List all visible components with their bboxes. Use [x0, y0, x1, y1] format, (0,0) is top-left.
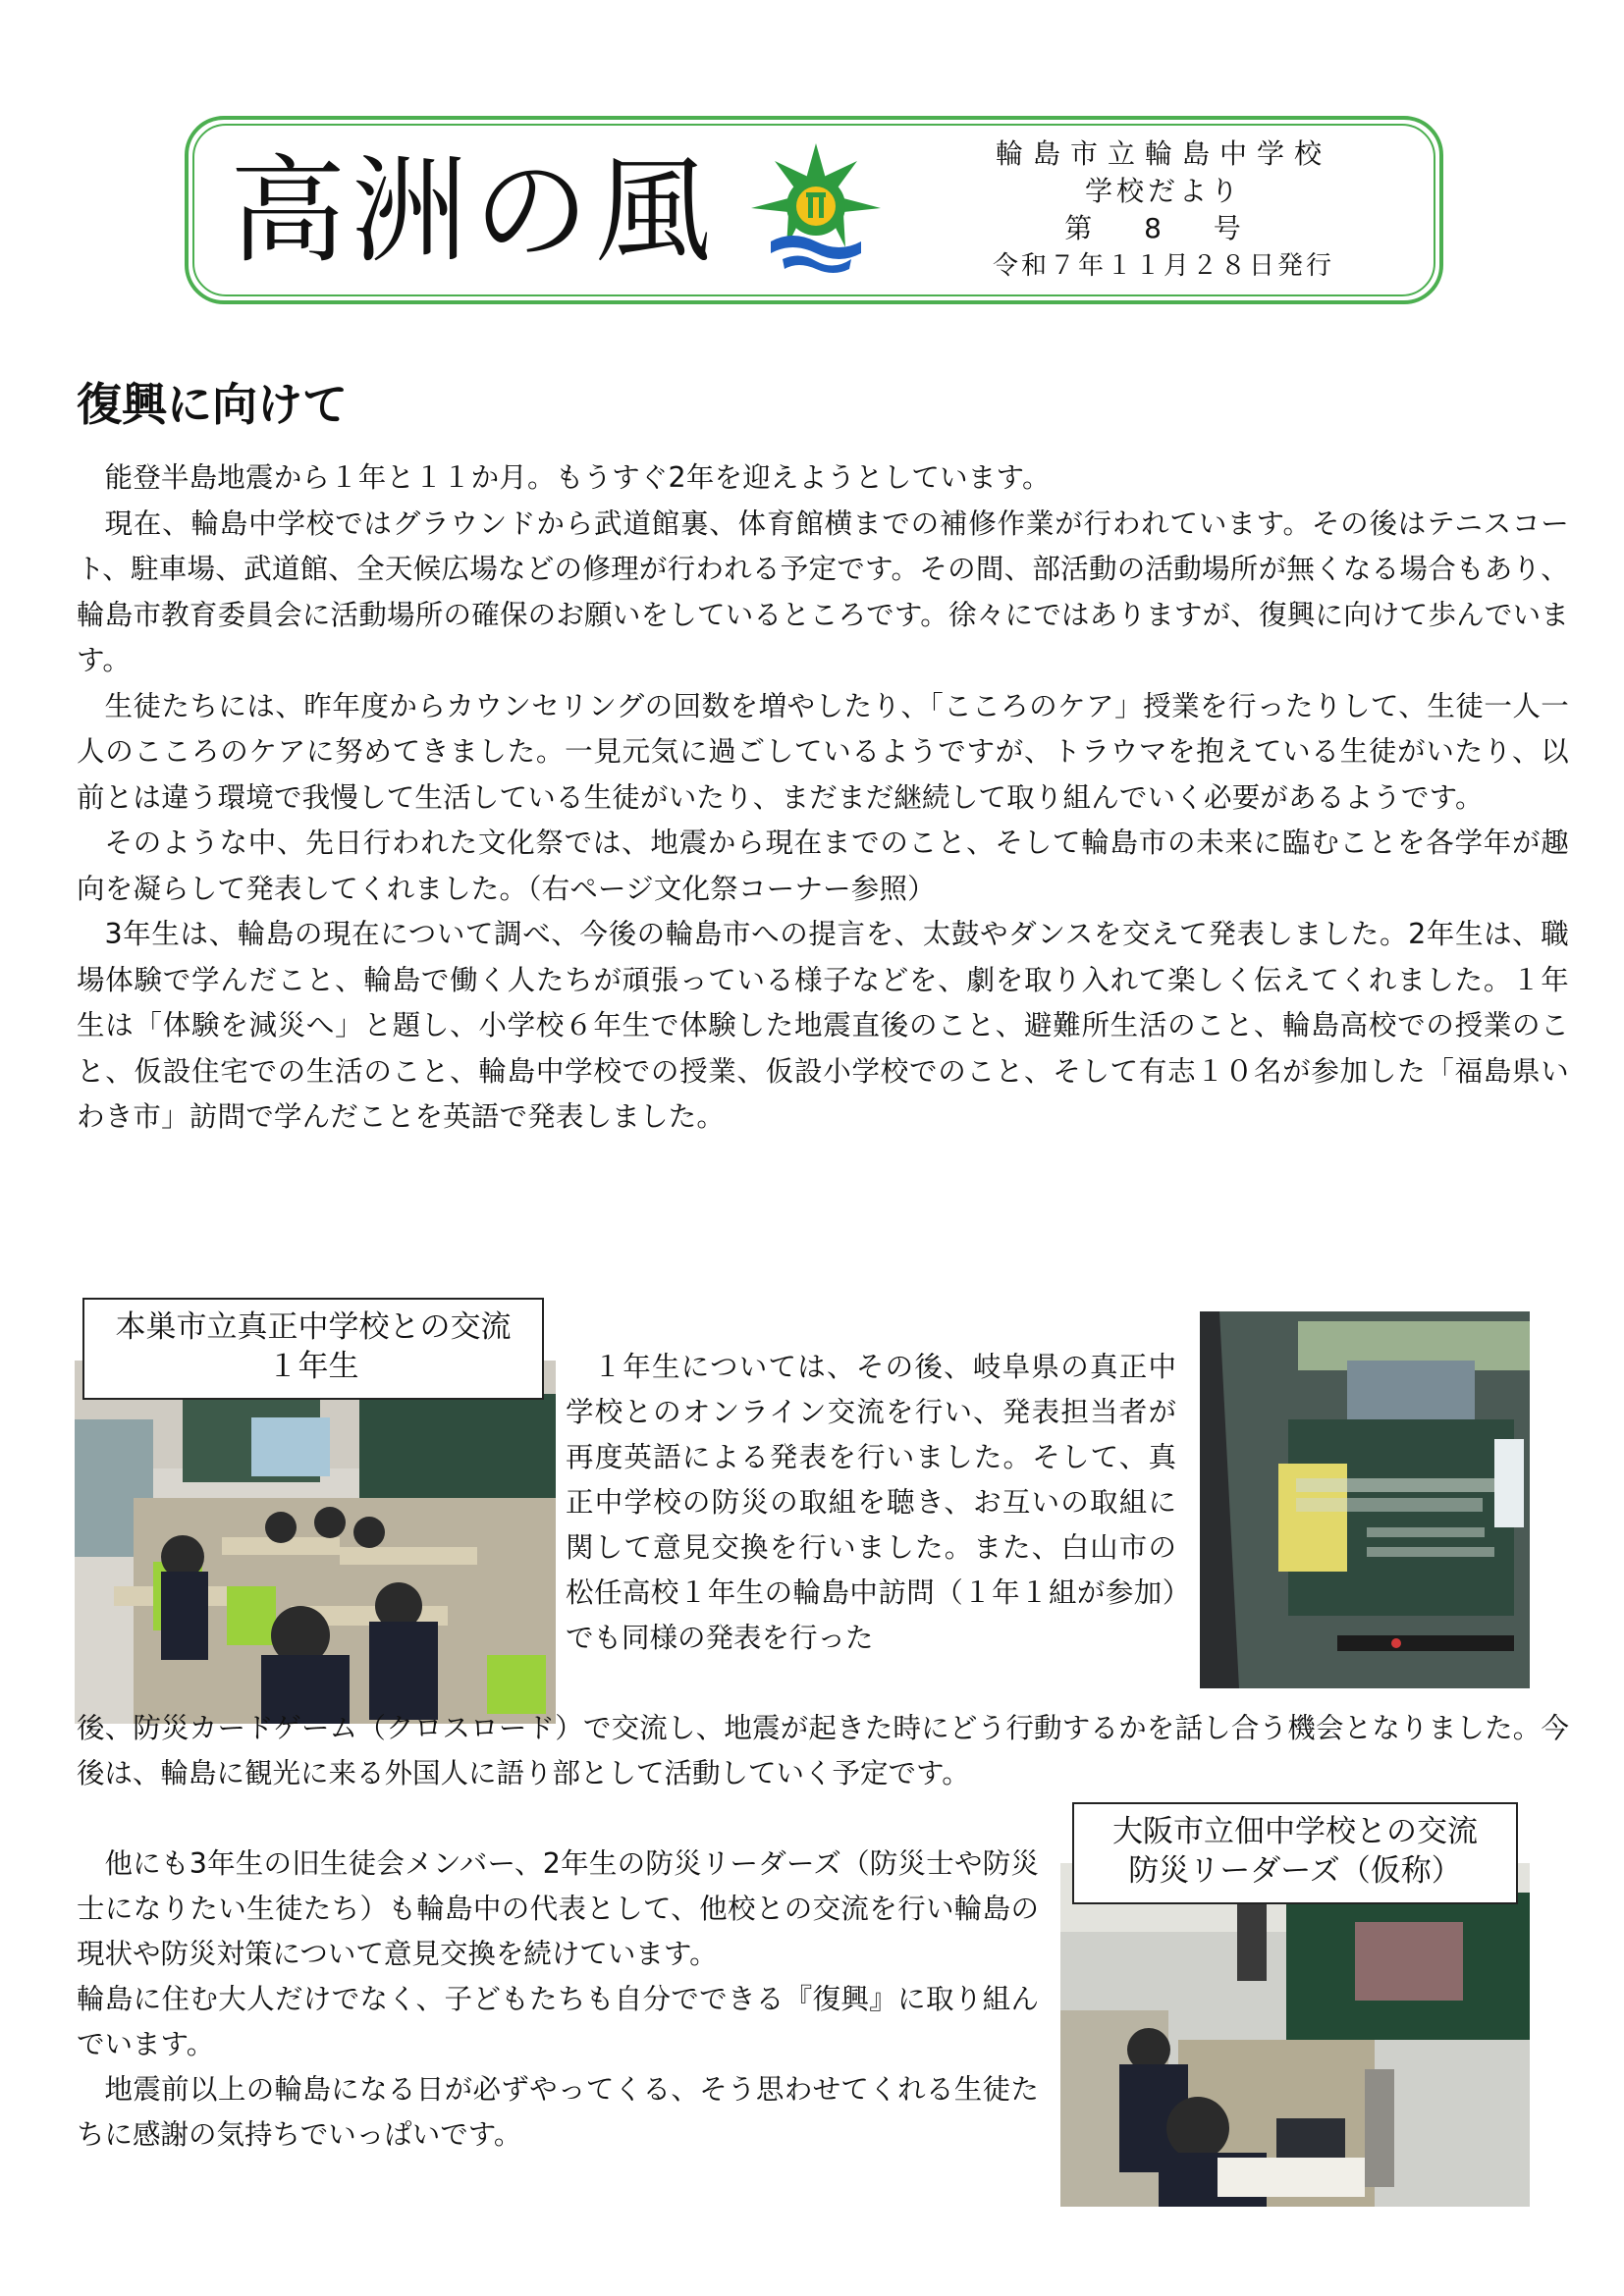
article-paragraph: 能登半島地震から１年と１１か月。もうすぐ2年を迎えようとしています。: [104, 461, 1051, 494]
issue-date: 令和７年１１月２８日発行: [992, 251, 1334, 281]
article-paragraph: 現在、輪島中学校ではグラウンドから武道館裏、体育館横までの補修作業が行われています。その後はテニスコート、駐車場、武道館、全天候広場などの修理が行われる予定です。その間、部活動の活動場所が無くなる場合もあり、輪島市教育委員会に活動場所の確保のお願いをしているところです。徐々にではありますが、復興に向けて歩んでいます。: [77, 507, 1569, 676]
classroom-photo-1: [75, 1361, 556, 1724]
article-paragraph: 3年生は、輪島の現在について調べ、今後の輪島市への提言を、太鼓やダンスを交えて発表しました。2年生は、職場体験で学んだこと、輪島で働く人たちが頑張っている様子などを、劇を取り入れて楽しく伝えてくれました。１年生は「体験を減災へ」と題し、小学校６年生で体験した地震直後のこと、避難所生活のこと、輪島高校での授業のこと、仮設住宅での生活のこと、輪島中学校での授業、仮設小学校でのこと、そして有志１０名が参加した「福島県いわき市」訪問で学んだことを英語で発表しました。: [77, 918, 1569, 1133]
exchange2-text: [77, 1842, 1039, 2158]
exchange1-text: １年生については、その後、岐阜県の真正中学校とのオンライン交流を行い、発表担当者が再度英語による発表を行いました。そして、真正中学校の防災の取組を聴き、お互いの取組に関して意見交換を行いました。また、白山市の松任高校１年生の輪島中訪問（１年１組が参加）でも同様の発表を行った: [566, 1351, 1176, 1654]
online-exchange-photo: [1200, 1311, 1530, 1688]
exchange1-caption: [82, 1298, 544, 1400]
masthead-meta: [943, 135, 1384, 285]
newsletter-label: 学校だより: [1084, 175, 1242, 207]
issue-number: 第 8 号: [1064, 212, 1263, 244]
exchange1-caption-line1: 本巣市立真正中学校との交流: [115, 1309, 512, 1345]
newsletter-title: 高洲の風: [230, 143, 718, 279]
exchange2-caption-line1: 大阪市立佃中学校との交流: [1112, 1814, 1478, 1849]
school-emblem-icon: [746, 139, 886, 277]
exchange2-caption: [1072, 1802, 1518, 1904]
article-paragraph: 生徒たちには、昨年度からカウンセリングの回数を増やしたり、「こころのケア」授業を行ったりして、生徒一人一人のこころのケアに努めてきました。一見元気に過ごしているようですが、トラウマを抱えている生徒がいたり、以前とは違う環境で我慢して生活している生徒がいたり、まだまだ継続して取り組んでいく必要があるようです。: [77, 689, 1569, 814]
exchange2-paragraph: 地震前以上の輪島になる日が必ずやってくる、そう思わせてくれる生徒たちに感謝の気持ちでいっぱいです。: [77, 2073, 1039, 2151]
article-body: [77, 455, 1569, 1141]
school-name: 輪島市立輪島中学校: [995, 137, 1331, 170]
exchange2-caption-line2: 防災リーダーズ（仮称）: [1128, 1853, 1462, 1889]
exchange2-paragraph: 輪島に住む大人だけでなく、子どもたちも自分でできる『復興』に取り組んでいます。: [77, 1983, 1039, 2060]
classroom-photo-2: [1060, 1863, 1530, 2207]
exchange1-text-continued: 後、防災カードゲーム（クロスロード）で交流し、地震が起きた時にどう行動するかを話し合う機会となりました。今後は、輪島に観光に来る外国人に語り部として活動していく予定です。: [77, 1712, 1569, 1789]
article-headline: 復興に向けて: [77, 378, 348, 431]
article-paragraph: そのような中、先日行われた文化祭では、地震から現在までのこと、そして輪島市の未来に臨むことを各学年が趣向を凝らして発表してくれました。（右ページ文化祭コーナー参照）: [77, 827, 1569, 905]
exchange2-paragraph: 他にも3年生の旧生徒会メンバー、2年生の防災リーダーズ（防災士や防災士になりたい生徒たち）も輪島中の代表として、他校との交流を行い輪島の現状や防災対策について意見交換を続けています。: [77, 1847, 1039, 1970]
exchange1-caption-line2: １年生: [267, 1349, 359, 1384]
